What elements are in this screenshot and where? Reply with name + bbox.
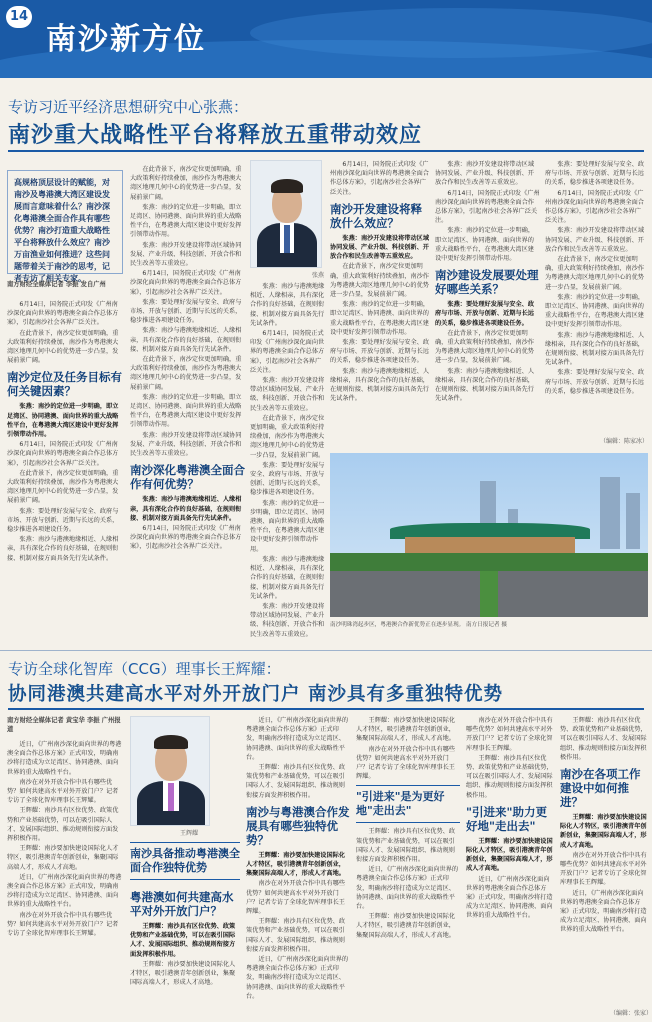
paragraph: 近日，《广州南沙深化面向世界的粤港澳全面合作总体方案》正式印发，明确南沙将打造成为立足湾区、协同港澳、面向世界的重大战略性平台。 [246, 956, 349, 1000]
portrait-zhang-yan [250, 160, 322, 268]
portrait-tie [284, 225, 290, 253]
article1-column-2 [130, 165, 246, 640]
portrait-wang-huiyao [130, 716, 210, 826]
article2-column-1 [7, 740, 123, 1018]
paragraph: 在此背景下，南沙定位更加明确，重大政策利好持续叠加，南沙作为粤港澳大湾区地理几何中心的优势进一步凸显，发展前景广阔。 [130, 356, 242, 391]
paragraph: 南沙在对外开放合作中具有哪些优势？如何共建高水平对外开放门户？记者专访了全球化智库理事长王辉耀。 [356, 745, 456, 781]
paragraph: 张燕：南沙与港澳地缘相近、人缘相亲，具有深化合作的良好基础，在规则衔接、机制对接方面具备先行先试条件。 [130, 327, 242, 353]
paragraph: 6月14日，国务院正式印发《广州南沙深化面向世界的粤港澳全面合作总体方案》，引起南沙社会各界广泛关注。 [130, 270, 242, 296]
paragraph: 张燕：南沙的定位进一步明确，即立足湾区、协同港澳、面向世界的重大战略性平台，在粤港澳大湾区建设中更好发挥引领带动作用。 [250, 499, 325, 553]
paragraph: 在此背景下，南沙定位更加明确，重大政策利好持续叠加，南沙作为粤港澳大湾区地理几何中心的优势进一步凸显，发展前景广阔。 [435, 329, 534, 365]
paragraph: 在此背景下，南沙定位更加明确，重大政策利好持续叠加，南沙作为粤港澳大湾区地理几何中心的优势进一步凸显，发展前景广阔。 [250, 414, 325, 459]
subhead: 南沙深化粤港澳全面合作有何优势？ [130, 463, 245, 492]
paragraph: 6月14日，国务院正式印发《广州南沙深化面向世界的粤港澳全面合作总体方案》，引起南沙社会各界广泛关注。 [130, 524, 242, 551]
paragraph: 6月14日，国务院正式印发《广州南沙深化面向世界的粤港澳全面合作总体方案》，引起南沙社会各界广泛关注。 [7, 301, 119, 327]
headline-rule [8, 150, 644, 152]
paragraph: 张燕：要处理好发展与安全、政府与市场、开放与创新、近期与长远的关系，稳步推进各项建设任务。 [7, 507, 119, 534]
answer: 张燕：南沙的定位进一步明确，即立足湾区、协同港澳、面向世界的重大战略性平台，在粤港澳大湾区建设中更好发挥引领带动作用。 [7, 403, 119, 439]
answer: 张燕：要处理好发展与安全、政府与市场、开放与创新、近期与长远的关系，稳步推进各项建设任务。 [435, 301, 535, 327]
article1-byline: 南方财经全媒体记者 李振 发自广州 [7, 281, 106, 288]
paragraph: 张燕：南沙的定位进一步明确，即立足湾区、协同港澳、面向世界的重大战略性平台，在粤港澳大湾区建设中更好发挥引领带动作用。 [330, 301, 430, 336]
subhead: 南沙与粤港澳合作发展具有哪些独特优势？ [246, 804, 350, 847]
paragraph: 6月14日，国务院正式印发《广州南沙深化面向世界的粤港澳全面合作总体方案》，引起南沙社会各界广泛关注。 [330, 161, 429, 196]
photo-nansha-district [330, 453, 648, 617]
article2-column-5 [466, 716, 554, 1018]
paragraph: 张燕：南沙与港澳地缘相近、人缘相亲，具有深化合作的良好基础，在规则衔接、机制对接方面具备先行先试条件。 [7, 536, 119, 562]
headline-rule [8, 708, 644, 710]
paragraph: 张燕：南沙与港澳地缘相近、人缘相亲，具有深化合作的良好基础，在规则衔接、机制对接方面具备先行先试条件。 [330, 367, 430, 403]
paragraph: 王辉耀：南沙要加快建设国际化人才特区，吸引港澳青年创新创业，集聚国际高端人才，形成人才高地。 [7, 845, 119, 871]
end-note: （编辑：陈家冰） [600, 438, 649, 445]
paragraph: 张燕：南沙的定位进一步明确，即立足湾区、协同港澳、面向世界的重大战略性平台，在粤港澳大湾区建设中更好发挥引领带动作用。 [130, 203, 242, 239]
paragraph: 王辉耀：南沙要加快建设国际化人才特区，吸引港澳青年创新创业，集聚国际高端人才，形成人才高地。 [356, 913, 456, 939]
paragraph: 王辉耀：南沙具有区位优势、政策优势和产业基础优势，可以在吸引国际人才、发展国际组织、推动规则衔接方面发挥积极作用。 [7, 807, 119, 843]
answer: 张燕：南沙开发建设将带动区域协同发展、产业升级、科技创新、开放合作和民生改善等五重效应。 [330, 234, 430, 261]
paragraph: 6月14日，国务院正式印发《广州南沙深化面向世界的粤港澳全面合作总体方案》，引起南沙社会各界广泛关注。 [435, 189, 540, 225]
subhead: 南沙定位及任务目标有何关键因素？ [7, 370, 122, 399]
portrait-hair [271, 179, 303, 193]
article2-headline: 协同港澳共建高水平对外开放门户 南沙具有多重独特优势 [8, 684, 503, 705]
paragraph: 张燕：南沙开发建设将带动区域协同发展、产业升级、科技创新、开放合作和民生改善等五重效应。 [130, 431, 242, 458]
photo-caption: 南沙明珠湾起步区，粤港澳合作新优势正在逐步显现。 南方日报记者 摄 [330, 622, 507, 628]
paragraph: 张燕：南沙开发建设将带动区域协同发展、产业升级、科技创新、开放合作和民生改善等五重效应。 [545, 227, 645, 253]
article2-kicker: 专访全球化智库（CCG）理事长王辉耀： [8, 660, 281, 678]
paragraph: 张燕：要处理好发展与安全、政府与市场、开放与创新、近期与长远的关系，稳步推进各项建设任务。 [545, 161, 645, 187]
section-title: 南沙新方位 [46, 22, 206, 57]
photo-tower [626, 493, 640, 549]
paragraph: 张燕：南沙开发建设将带动区域协同发展、产业升级、科技创新、开放合作和民生改善等五重效应。 [435, 161, 535, 187]
paragraph: 王辉耀：南沙具有区位优势、政策优势和产业基础优势，可以在吸引国际人才、发展国际组织、推动规则衔接方面发挥积极作用。 [466, 754, 553, 799]
article1-column-4 [330, 160, 430, 450]
paragraph: 王辉耀：南沙具有区位优势、政策优势和产业基础优势，可以在吸引国际人才、发展国际组织、推动规则衔接方面发挥积极作用。 [246, 764, 346, 799]
paragraph: 张燕：南沙与港澳地缘相近、人缘相亲，具有深化合作的良好基础，在规则衔接、机制对接方面具备先行先试条件。 [250, 555, 325, 600]
end-note: （编辑：张家） [610, 1010, 652, 1017]
paragraph: 张燕：要处理好发展与安全、政府与市场、开放与创新、近期与长远的关系，稳步推进各项建设任务。 [330, 339, 430, 365]
article1-kicker: 专访习近平经济思想研究中心张燕： [8, 98, 249, 116]
photo-median [480, 571, 498, 617]
paragraph: 张燕：南沙开发建设将带动区域协同发展、产业升级、科技创新、开放合作和民生改善等五重效应。 [130, 241, 242, 268]
answer: 张燕：南沙与港澳地缘相近、人缘相亲，具有深化合作的良好基础，在规则衔接、机制对接方面具备先行先试条件。 [130, 496, 242, 522]
paragraph: 南沙在对外开放合作中具有哪些优势？如何共建高水平对外开放门户？记者专访了全球化智库理事长王辉耀。 [7, 911, 119, 938]
paragraph: 6月14日，国务院正式印发《广州南沙深化面向世界的粤港澳全面合作总体方案》，引起南沙社会各界广泛关注。 [250, 330, 325, 374]
masthead [0, 0, 652, 78]
paragraph: 在此背景下，南沙定位更加明确，重大政策利好持续叠加，南沙作为粤港澳大湾区地理几何中心的优势进一步凸显，发展前景广阔。 [545, 256, 644, 291]
article2-column-2 [130, 885, 240, 1018]
paragraph: 王辉耀：南沙具有区位优势、政策优势和产业基础优势，可以在吸引国际人才、发展国际组织、推动规则衔接方面发挥积极作用。 [560, 717, 647, 761]
paragraph: 张燕：南沙与港澳地缘相近、人缘相亲，具有深化合作的良好基础，在规则衔接、机制对接方面具备先行先试条件。 [435, 367, 535, 403]
paragraph: 王辉耀：南沙具有区位优势、政策优势和产业基础优势，可以在吸引国际人才、发展国际组织、推动规则衔接方面发挥积极作用。 [356, 828, 456, 864]
paragraph: 王辉耀：南沙要加快建设国际化人才特区，吸引港澳青年创新创业，集聚国际高端人才，形成人才高地。 [356, 717, 456, 743]
subhead: "引进来"助力更好地"走出去" [466, 804, 547, 833]
paragraph: 6月14日，国务院正式印发《广州南沙深化面向世界的粤港澳全面合作总体方案》，引起南沙社会各界广泛关注。 [7, 441, 119, 467]
page-number: 14 [6, 6, 32, 28]
paragraph: 王辉耀：南沙具有区位优势、政策优势和产业基础优势，可以在吸引国际人才、发展国际组织、推动规则衔接方面发挥积极作用。 [246, 918, 346, 953]
paragraph: 张燕：南沙与港澳地缘相近、人缘相亲，具有深化合作的良好基础，在规则衔接、机制对接方面具备先行先试条件。 [545, 331, 645, 367]
article2-column-6 [560, 716, 648, 1006]
article1-column-5 [435, 160, 540, 450]
paragraph: 在此背景下，南沙定位更加明确，重大政策利好持续叠加，南沙作为粤港澳大湾区地理几何中心的优势进一步凸显，发展前景广阔。 [7, 329, 119, 365]
paragraph: 张燕：南沙开发建设将带动区域协同发展、产业升级、科技创新、开放合作和民生改善等五重效应。 [250, 377, 325, 412]
paragraph: 南沙在对外开放合作中具有哪些优势？如何共建高水平对外开放门户？记者专访了全球化智库理事长王辉耀。 [7, 778, 119, 805]
pull-quote: "引进来"是为更好地"走出去" [356, 785, 460, 823]
paragraph: 南沙在对外开放合作中具有哪些优势？如何共建高水平对外开放门户？记者专访了全球化智库理事长王辉耀。 [466, 717, 553, 752]
article2-byline: 南方财经全媒体记者 黄宝华 李振 广州报道 [7, 717, 121, 733]
portrait-caption: 张燕 [312, 272, 325, 279]
paragraph: 张燕：南沙的定位进一步明确，即立足湾区、协同港澳、面向世界的重大战略性平台，在粤港澳大湾区建设中更好发挥引领带动作用。 [545, 293, 645, 329]
paragraph: 王辉耀：南沙要加快建设国际化人才特区，吸引港澳青年创新创业，集聚国际高端人才，形成人才高地。 [130, 960, 236, 987]
answer: 王辉耀：南沙要加快建设国际化人才特区，吸引港澳青年创新创业，集聚国际高端人才，形成人才高地。 [246, 851, 346, 878]
article1-column-1 [7, 300, 123, 640]
article2-column-4 [356, 716, 460, 1018]
paragraph: 张燕：南沙与港澳地缘相近、人缘相亲，具有深化合作的良好基础，在规则衔接、机制对接方面具备先行先试条件。 [250, 283, 325, 327]
subhead: 南沙建设发展要处理好哪些关系？ [435, 268, 539, 297]
article1-intro: 高规格顶层设计的赋能，对南沙及粤港澳大湾区建设发展而言意味着什么？南沙深化粤港澳全面合作具有哪些优势？南沙打造重大战略性平台将释放什么效应？南沙万亩渔业如何推进？这些问题带着关于南沙的思考，记者专访了相关专家。 [7, 170, 123, 274]
subhead: 南沙开发建设将释放什么效应？ [330, 201, 422, 230]
photo-tower [600, 477, 620, 549]
answer: 王辉耀：南沙具有区位优势、政策优势和产业基础优势，可以在吸引国际人才、发展国际组织、推动规则衔接方面发挥积极作用。 [130, 923, 236, 958]
paragraph: 张燕：要处理好发展与安全、政府与市场、开放与创新、近期与长远的关系，稳步推进各项建设任务。 [545, 369, 645, 395]
paragraph: 张燕：要处理好发展与安全、政府与市场、开放与创新、近期与长远的关系，稳步推进各项建设任务。 [130, 298, 242, 325]
paragraph: 南沙在对外开放合作中具有哪些优势？如何共建高水平对外开放门户？记者专访了全球化智库理事长王辉耀。 [560, 851, 647, 887]
paragraph: 南沙在对外开放合作中具有哪些优势？如何共建高水平对外开放门户？记者专访了全球化智库理事长王辉耀。 [246, 880, 346, 916]
wave-decoration [250, 8, 652, 58]
paragraph: 近日，《广州南沙深化面向世界的粤港澳全面合作总体方案》正式印发，明确南沙将打造成为立足湾区、协同港澳、面向世界的重大战略性平台。 [560, 889, 647, 934]
answer: 王辉耀：南沙要加快建设国际化人才特区，吸引港澳青年创新创业，集聚国际高端人才，形成人才高地。 [466, 837, 553, 873]
paragraph: 近日，《广州南沙深化面向世界的粤港澳全面合作总体方案》正式印发，明确南沙将打造成为立足湾区、协同港澳、面向世界的重大战略性平台。 [7, 741, 122, 776]
pull-quote: 南沙具备推动粤港澳全面合作独特优势 [130, 842, 240, 880]
paragraph: 在此背景下，南沙定位更加明确，重大政策利好持续叠加，南沙作为粤港澳大湾区地理几何中心的优势进一步凸显，发展前景广阔。 [330, 263, 429, 299]
paragraph: 张燕：南沙的定位进一步明确，即立足湾区、协同港澳、面向世界的重大战略性平台，在粤港澳大湾区建设中更好发挥引领带动作用。 [435, 227, 535, 263]
paragraph: 6月14日，国务院正式印发《广州南沙深化面向世界的粤港澳全面合作总体方案》，引起南沙社会各界广泛关注。 [545, 189, 644, 225]
portrait-caption: 王辉耀 [180, 830, 199, 837]
paragraph: 近日，《广州南沙深化面向世界的粤港澳全面合作总体方案》正式印发，明确南沙将打造成为立足湾区、协同港澳、面向世界的重大战略性平台。 [356, 866, 459, 911]
answer: 王辉耀：南沙要加快建设国际化人才特区，吸引港澳青年创新创业，集聚国际高端人才，形成人才高地。 [560, 814, 647, 849]
paragraph: 近日，《广州南沙深化面向世界的粤港澳全面合作总体方案》正式印发，明确南沙将打造成为立足湾区、协同港澳、面向世界的重大战略性平台。 [246, 717, 349, 761]
paragraph: 近日，《广州南沙深化面向世界的粤港澳全面合作总体方案》正式印发，明确南沙将打造成为立足湾区、协同港澳、面向世界的重大战略性平台。 [7, 873, 122, 909]
portrait-hair [154, 735, 188, 749]
subhead: 粤港澳如何共建高水平对外开放门户？ [130, 890, 234, 918]
paragraph: 近日，《广州南沙深化面向世界的粤港澳全面合作总体方案》正式印发，明确南沙将打造成为立足湾区、协同港澳、面向世界的重大战略性平台。 [466, 875, 553, 920]
paragraph: 张燕：南沙的定位进一步明确，即立足湾区、协同港澳、面向世界的重大战略性平台，在粤港澳大湾区建设中更好发挥引领带动作用。 [130, 393, 242, 429]
article1-column-6 [545, 160, 647, 432]
subhead: 南沙在各项工作建设中如何推进？ [560, 767, 641, 810]
paragraph: 张燕：南沙开发建设将带动区域协同发展、产业升级、科技创新、开放合作和民生改善等五重效应。 [250, 602, 325, 638]
article1-column-3 [250, 282, 326, 640]
paragraph: 张燕：要处理好发展与安全、政府与市场、开放与创新、近期与长远的关系，稳步推进各项建设任务。 [250, 461, 325, 497]
article2-column-3 [246, 716, 350, 1018]
paragraph: 在此背景下，南沙定位更加明确，重大政策利好持续叠加，南沙作为粤港澳大湾区地理几何中心的优势进一步凸显，发展前景广阔。 [7, 469, 119, 505]
paragraph: 在此背景下，南沙定位更加明确，重大政策利好持续叠加，南沙作为粤港澳大湾区地理几何中心的优势进一步凸显，发展前景广阔。 [130, 166, 242, 201]
portrait-tie [168, 783, 174, 811]
section-divider [0, 650, 652, 651]
article1-headline: 南沙重大战略性平台将释放五重带动效应 [8, 123, 423, 148]
